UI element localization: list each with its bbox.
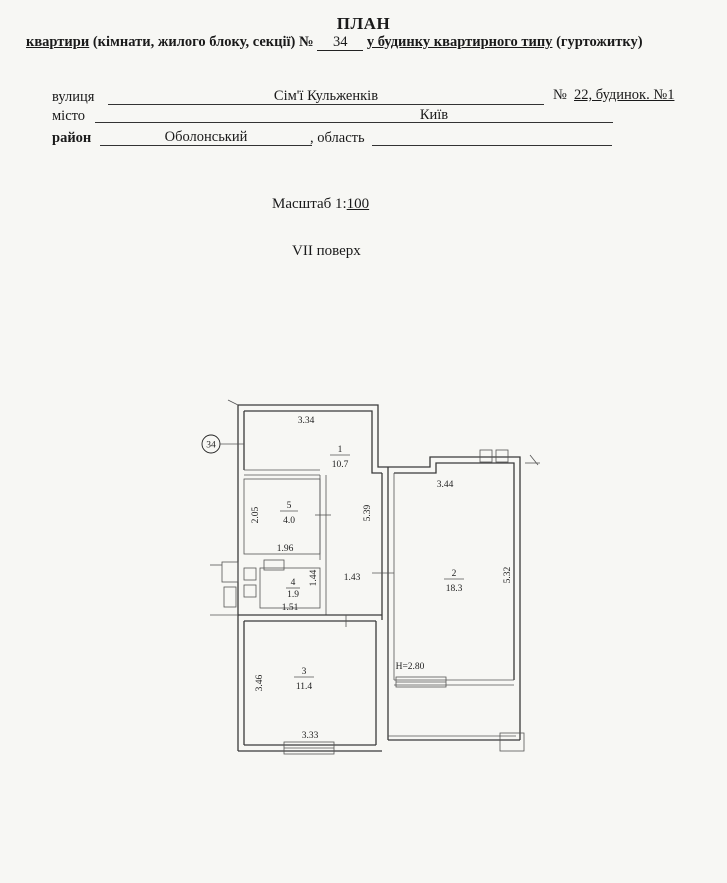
dim-room5-length: 2.05 <box>251 506 261 524</box>
dim-corridor-width: 1.43 <box>343 573 361 583</box>
room1-area: 10.7 <box>331 460 349 470</box>
dim-room1-length: 5.39 <box>363 504 373 522</box>
room4-area: 1.9 <box>287 590 299 600</box>
street-label: вулиця <box>52 89 95 105</box>
scale-text <box>272 196 369 213</box>
room3-id: 3 <box>301 667 307 677</box>
room4-id: 4 <box>290 578 296 588</box>
room2-area: 18.3 <box>445 584 463 594</box>
room1-id: 1 <box>337 445 343 455</box>
region-value <box>372 129 612 146</box>
apartment-marker-number: 34 <box>206 440 216 451</box>
height-label: H=2.80 <box>395 662 425 672</box>
room2-id: 2 <box>451 569 457 579</box>
dim-room5-width: 1.96 <box>276 544 294 554</box>
number-value: 22, будинок. №1 <box>574 87 675 103</box>
subtitle-apartment-word: квартири <box>26 34 90 50</box>
dim-room3-width: 3.33 <box>301 731 319 741</box>
subtitle-dormitory: (гуртожитку) <box>552 34 643 50</box>
floor-label: VII поверх <box>292 243 361 259</box>
document-subtitle <box>26 34 643 51</box>
dim-room2-width: 3.44 <box>436 480 454 490</box>
region-label: , область <box>310 130 365 146</box>
apartment-number: 34 <box>317 35 363 51</box>
street-value: Сім'ї Кульженків <box>108 88 544 105</box>
room3-area: 11.4 <box>295 682 313 692</box>
scale-value: 100 <box>346 196 370 212</box>
dim-room4-width: 1.51 <box>281 603 299 613</box>
document-title: ПЛАН <box>336 14 391 33</box>
district-label: район <box>52 130 92 146</box>
room5-id: 5 <box>286 501 292 511</box>
number-label: № <box>553 87 567 103</box>
dim-room1-width: 3.34 <box>297 416 315 426</box>
subtitle-descriptor: (кімнати, жилого блоку, секції) № <box>89 34 314 50</box>
dim-room4-length: 1.44 <box>309 569 319 587</box>
dim-room3-length: 3.46 <box>255 674 265 692</box>
subtitle-building-type: у будинку квартирного типу <box>366 34 553 50</box>
scale-label: Масштаб 1: <box>272 196 347 212</box>
room5-area: 4.0 <box>283 516 295 526</box>
city-label: місто <box>52 108 86 124</box>
floor-plan <box>200 395 550 765</box>
district-value: Оболонський <box>100 129 312 146</box>
city-value: Київ <box>95 107 613 123</box>
plan-walls <box>210 400 540 754</box>
dim-room2-length: 5.32 <box>503 566 513 584</box>
